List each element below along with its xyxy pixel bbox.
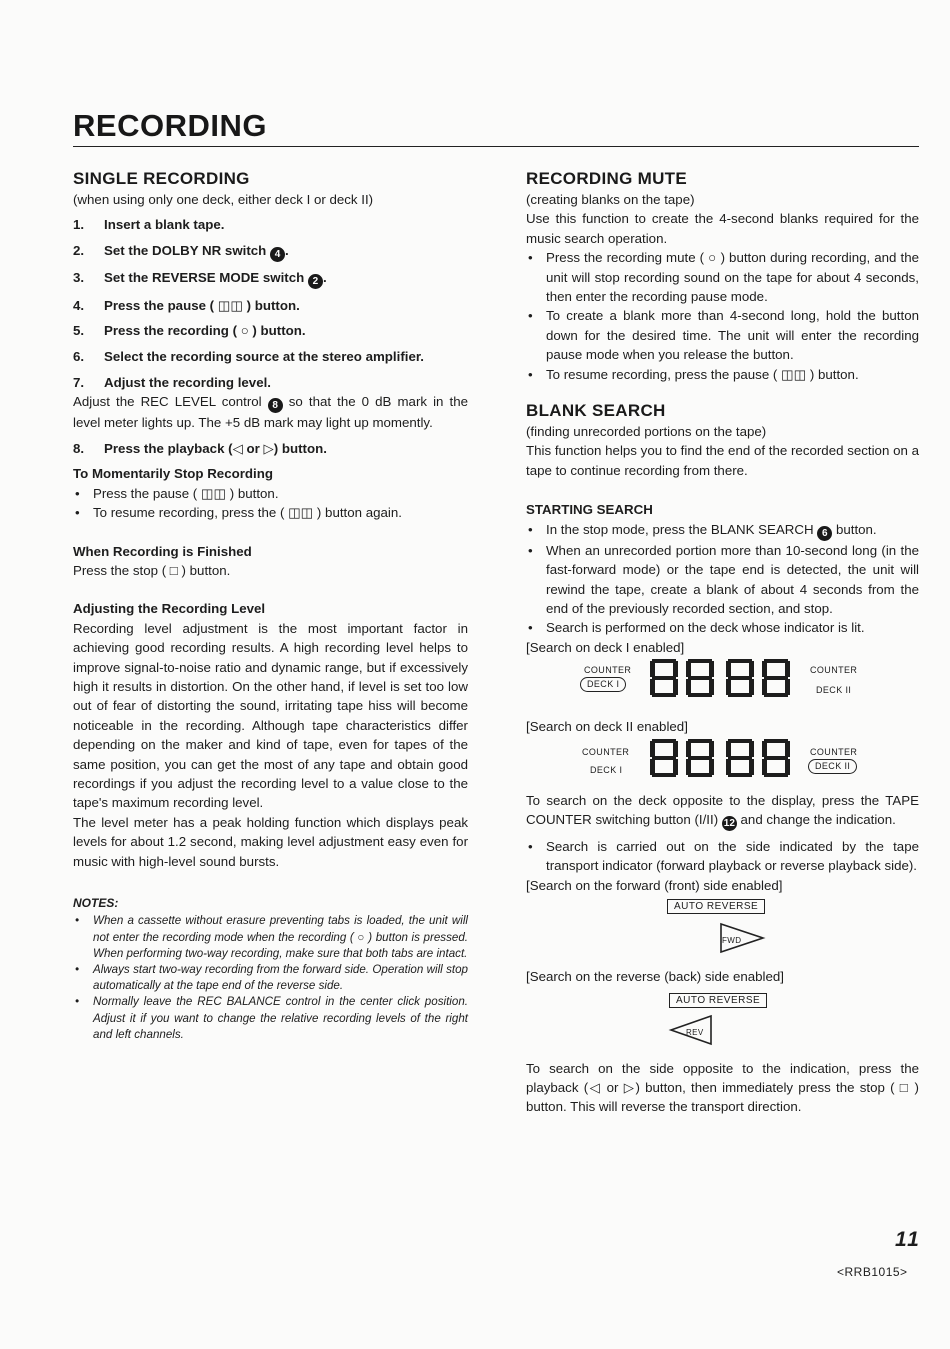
deck1-indicator: DECK I — [580, 677, 626, 692]
notes-section — [73, 894, 468, 1043]
stop-recording-list — [73, 484, 468, 523]
recording-mute-subtitle: (creating blanks on the tape) — [526, 192, 695, 207]
step-number: 7. — [73, 374, 85, 390]
step-7-detail-text-post: so that the 0 dB mark in the level meter lights up. The +5 dB mark may light up momently. — [73, 394, 468, 431]
step-text: Press the recording ( ○ ) button. — [104, 323, 306, 339]
right-column — [526, 168, 919, 1117]
page-number: 11 — [895, 1228, 921, 1251]
ref-number-icon: 6 — [817, 526, 832, 541]
counter-display-deck1 — [526, 657, 919, 711]
step-number: 2. — [73, 243, 85, 259]
deck2-indicator: DECK II — [808, 759, 857, 774]
step-number: 8. — [73, 440, 85, 456]
step-text: Select the recording source at the stereo amplifier. — [104, 349, 424, 365]
document-code: <RRB1015> — [837, 1265, 908, 1279]
ref-number-icon: 4 — [270, 247, 285, 262]
opposite-deck-text-pre: To search on the deck opposite to the display, press the TAPE COUNTER switching button (I/II) — [526, 792, 919, 827]
note-item: • Always start two-way recording from the forward side. Operation will stop automatically at the tape end of the reverse side. — [73, 962, 468, 994]
list-item: • To create a blank more than 4-second long, hold the button down for the desired time. The unit will enter the recording pause mode when you release the button. — [526, 306, 919, 364]
finished-heading: When Recording is Finished — [73, 543, 252, 559]
stop-recording-heading: To Momentarily Stop Recording — [73, 466, 273, 482]
deck1-indicator-off: DECK I — [590, 764, 623, 775]
auto-reverse-indicator: AUTO REVERSE — [669, 993, 767, 1008]
notes-heading: NOTES: — [73, 896, 119, 911]
notes-list — [73, 913, 468, 1043]
list-item: • Press the pause ( ◫◫ ) button. — [73, 484, 468, 503]
forward-label: [Search on the forward (front) side enabled] — [526, 877, 783, 893]
list-item: • Search is performed on the deck whose indicator is lit. — [526, 618, 919, 637]
step-6 — [73, 347, 468, 366]
single-recording-section — [73, 168, 468, 1043]
step-number: 3. — [73, 270, 85, 286]
counter-label-right: COUNTER — [810, 665, 858, 676]
reverse-indicator — [526, 987, 919, 1059]
forward-indicator — [526, 895, 919, 967]
step-4 — [73, 296, 468, 315]
step-8 — [73, 439, 468, 458]
step-text: Set the DOLBY NR switch — [104, 243, 267, 259]
step-7-detail — [73, 392, 468, 432]
step-number: 1. — [73, 217, 85, 233]
blank-search-intro: This function helps you to find the end of the recorded section on a tape to continue recording from there. — [526, 443, 919, 478]
starting-search-list — [526, 520, 919, 638]
step-5 — [73, 321, 468, 340]
single-recording-heading: SINGLE RECORDING — [73, 169, 250, 188]
reverse-label: [Search on the reverse (back) side enabled] — [526, 969, 784, 985]
counter-display-deck2 — [526, 737, 919, 791]
step-text: Insert a blank tape. — [104, 217, 225, 233]
recording-steps-cont — [73, 439, 468, 458]
step-number: 5. — [73, 323, 85, 339]
transport-list — [526, 837, 919, 876]
step-7 — [73, 373, 468, 392]
note-item: • When a cassette without erasure preventing tabs is loaded, the unit will not enter the recording mode when the recording ( ○ ) button is pressed. When performing two-way recording, make sure that both tabs are intact. — [73, 913, 468, 962]
list-item: • When an unrecorded portion more than 10-second long (in the fast-forward mode) or the tape end is detected, the unit will rewind the tape, create a blank of about 4 seconds from the end of the previously recorded section, and stop. — [526, 541, 919, 619]
list-item — [526, 520, 919, 541]
deck1-label: [Search on deck I enabled] — [526, 639, 685, 655]
ref-number-icon: 8 — [268, 398, 283, 413]
page-title: RECORDING — [73, 108, 267, 143]
step-3: 3. Set the REVERSE MODE switch 2 . — [73, 270, 327, 288]
title-rule — [73, 146, 919, 147]
list-item: • To resume recording, press the pause ( ◫◫ ) button. — [526, 365, 919, 384]
fwd-label: FWD — [722, 936, 742, 946]
counter-label: COUNTER — [582, 746, 630, 757]
step-text: Adjust the recording level. — [104, 374, 271, 390]
list-item: • Press the recording mute ( ○ ) button during recording, and the unit will stop recording sound on the tape for about 4 seconds, then enter the recording pause mode. — [526, 248, 919, 306]
list-item: • Search is carried out on the side indicated by the tape transport indicator (forward playback or reverse playback side). — [526, 837, 919, 876]
finished-text: Press the stop ( □ ) button. — [73, 562, 231, 578]
recording-mute-intro: Use this function to create the 4-second blanks required for the music search operation. — [526, 211, 919, 246]
seven-segment-digits — [650, 657, 790, 699]
list-item: • To resume recording, press the ( ◫◫ ) button again. — [73, 503, 468, 522]
starting-search-heading: STARTING SEARCH — [526, 502, 653, 518]
ref-number-icon: 12 — [723, 817, 735, 829]
single-recording-subtitle: (when using only one deck, either deck I or deck II) — [73, 192, 374, 207]
step-1 — [73, 215, 468, 234]
list-item-text: In the stop mode, press the BLANK SEARCH — [546, 521, 814, 537]
deck2-indicator-off: DECK II — [816, 685, 852, 696]
recording-steps — [73, 215, 468, 392]
ref-number-icon: 2 — [308, 274, 323, 289]
recording-mute-list — [526, 248, 919, 384]
blank-search-heading: BLANK SEARCH — [526, 401, 666, 421]
step-2: 2. Set the DOLBY NR switch 4 . — [73, 243, 289, 261]
counter-label: COUNTER — [584, 665, 632, 676]
adjust-level-text: Recording level adjustment is the most important factor in achieving good recording results. A high recording level helps to improve signal-to-noise ratio and dynamic range, but if excessively high it results in distortion. On the other hand, if level is set too low out of fear of distorting the sound, irritating tape hiss will become noticeable in the recording. Although tape characteristics differ depending on the maker and kind of tape, even for tapes of the same position, you can get the most of any tape and obtain good recordings if you adjust the recording level to a value close to the tape's maximum recording level. — [73, 620, 468, 811]
rev-label: REV — [686, 1027, 704, 1037]
step-number: 4. — [73, 297, 85, 313]
blank-search-subtitle: (finding unrecorded portions on the tape) — [526, 424, 767, 440]
deck2-label: [Search on deck II enabled] — [526, 719, 688, 735]
note-item: • Normally leave the REC BALANCE control in the center click position. Adjust it if you want to change the relative recording levels of the right and left channels. — [73, 994, 468, 1043]
list-item-text-post: button. — [835, 521, 877, 537]
step-7-detail-text: Adjust the REC LEVEL control — [73, 394, 262, 410]
adjust-level-text-2: The level meter has a peak holding function which displays peak levels for about 1.2 second, making level adjustment easy even for music with high-level sound bursts. — [73, 814, 468, 869]
counter-label-right: COUNTER — [810, 746, 858, 757]
recording-mute-heading: RECORDING MUTE — [526, 169, 687, 188]
opposite-deck-text-post: and change the indication. — [740, 811, 896, 827]
step-number: 6. — [73, 349, 85, 365]
step-text: Press the pause ( ◫◫ ) button. — [104, 297, 300, 313]
opposite-deck-text — [526, 791, 919, 831]
auto-reverse-indicator: AUTO REVERSE — [667, 899, 765, 914]
step-text: Set the REVERSE MODE switch — [104, 270, 305, 286]
reverse-transport-text: To search on the side opposite to the indication, press the playback (◁ or ▷) button, then immediately press the stop ( □ ) button. This will reverse the transport direction. — [526, 1060, 919, 1115]
adjust-level-heading: Adjusting the Recording Level — [73, 601, 266, 617]
step-text: Press the playback (◁ or ▷) button. — [104, 440, 327, 456]
seven-segment-digits — [650, 737, 790, 779]
